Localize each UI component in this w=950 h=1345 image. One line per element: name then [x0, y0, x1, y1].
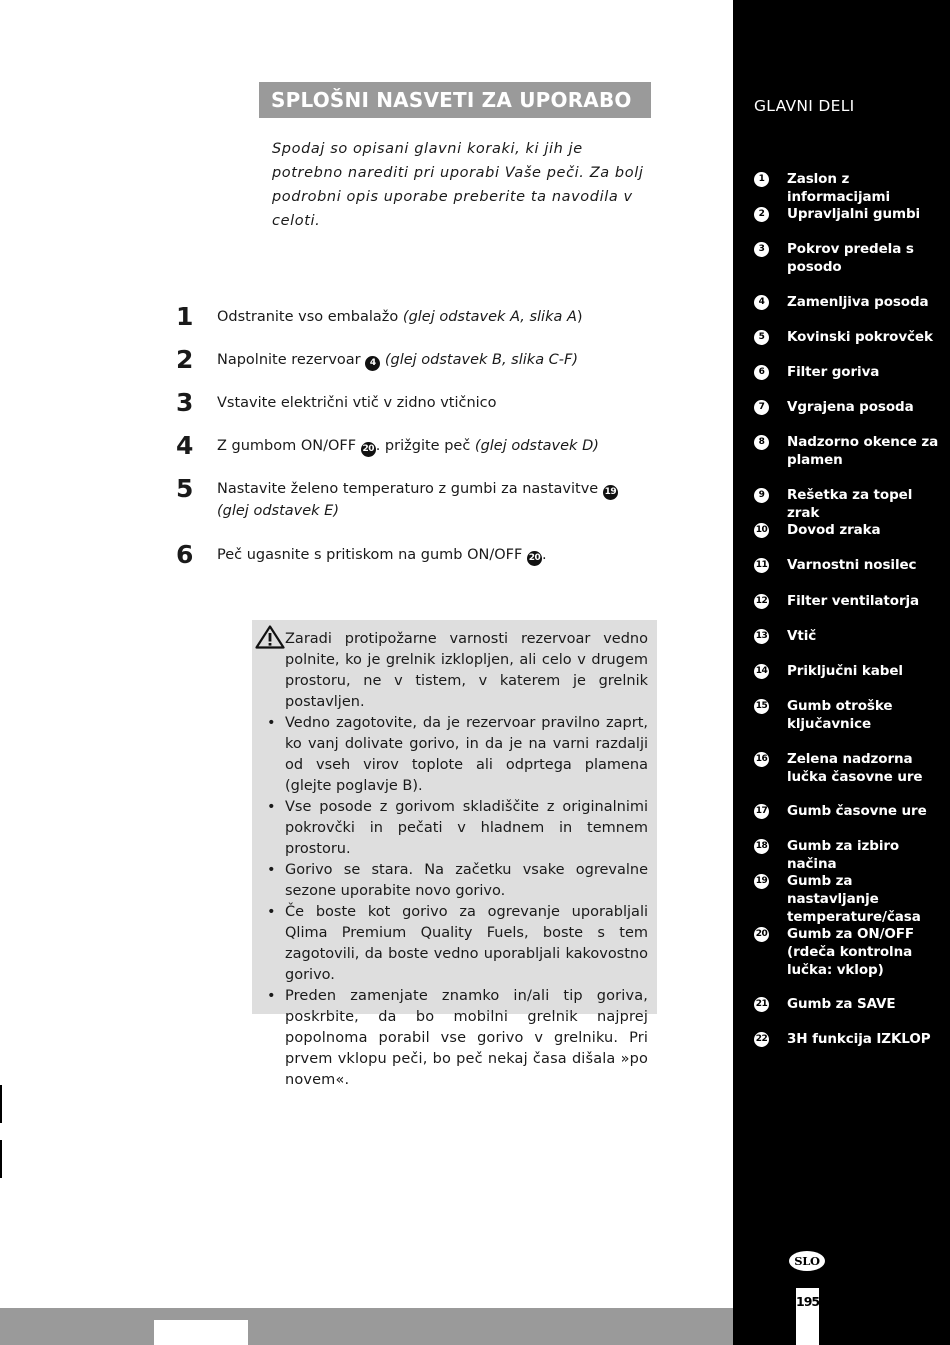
edge-mark: [0, 1085, 2, 1123]
part-label: Upravljalni gumbi: [787, 206, 921, 222]
part-ref-badge: 20: [527, 551, 542, 566]
part-number-badge: 8: [754, 435, 769, 450]
part-number-badge: 17: [754, 804, 769, 819]
part-number-badge: 3: [754, 242, 769, 257]
part-ref-badge: 19: [603, 485, 618, 500]
part-ref-badge: 4: [365, 356, 380, 371]
step-text: Odstranite vso embalažo (glej odstavek A, slika A): [217, 309, 583, 325]
part-number-badge: 4: [754, 295, 769, 310]
part-label: Pokrov predela s posodo: [787, 241, 914, 275]
footer-bar: [0, 1308, 733, 1345]
part-number-badge: 5: [754, 330, 769, 345]
intro-paragraph: Spodaj so opisani glavni koraki, ki jih je potrebno narediti pri uporabi Vaše peči. Za bolj podrobni opis uporabe preberite ta navodila v celoti.: [272, 141, 644, 229]
part-label: Dovod zraka: [787, 522, 881, 538]
part-number-badge: 19: [754, 874, 769, 889]
step-text: Vstavite električni vtič v zidno vtičnico: [217, 395, 497, 411]
part-number-badge: 14: [754, 664, 769, 679]
safety-warning-box: [252, 620, 657, 1088]
part-number-badge: 10: [754, 523, 769, 538]
step-text: Napolnite rezervoar 4 (glej odstavek B, slika C-F): [217, 349, 653, 371]
language-badge: SLO: [789, 1251, 825, 1271]
part-label: Gumb za nastavljanje temperature/časa: [787, 873, 921, 925]
part-number-badge: 2: [754, 207, 769, 222]
step-number: 1: [176, 302, 194, 331]
part-label: Gumb za izbiro načina: [787, 838, 900, 872]
warning-lead-text: Zaradi protipožarne varnosti rezervoar vedno polnite, ko je grelnik izklopljen, ali celo v drugem prostoru, ne v tistem, v katerem je grelnik postavljen.: [285, 631, 648, 710]
step-number: 5: [176, 474, 194, 503]
part-number-badge: 1: [754, 172, 769, 187]
part-ref-badge: 20: [361, 442, 376, 457]
list-item: • Vedno zagotovite, da je rezervoar pravilno zaprt, ko vanj dolivate gorivo, in da je na varni razdalji od vseh virov toplote ali odprtega plamena (glejte poglavje B).: [285, 713, 648, 797]
list-item: • Preden zamenjate znamko in/ali tip goriva, poskrbite, da bo mobilni grelnik najprej popolnoma porabil vse gorivo v grelniku. Pri prvem vklopu peči, bo peč nekaj časa dišala »po novem«.: [285, 986, 648, 1091]
part-number-badge: 11: [754, 558, 769, 573]
part-label: Gumb časovne ure: [787, 803, 927, 819]
part-number-badge: 7: [754, 400, 769, 415]
part-label: Gumb za SAVE: [787, 996, 896, 1012]
part-number-badge: 15: [754, 699, 769, 714]
list-item: • Če boste kot gorivo za ogrevanje uporabljali Qlima Premium Quality Fuels, boste s tem zagotovili, da boste vedno uporabljali kakovostno gorivo.: [285, 902, 648, 986]
warning-bullet-list: [285, 713, 648, 1091]
step-text: Peč ugasnite s pritiskom na gumb ON/OFF 20 .: [217, 544, 653, 566]
part-number-badge: 21: [754, 997, 769, 1012]
part-label: Gumb otroške ključavnice: [787, 698, 893, 732]
part-number-badge: 22: [754, 1032, 769, 1047]
page-title: SPLOŠNI NASVETI ZA UPORABO: [259, 82, 651, 118]
part-label: Vgrajena posoda: [787, 399, 914, 415]
part-label: Kovinski pokrovček: [787, 329, 933, 345]
part-label: Filter goriva: [787, 364, 880, 380]
footer-box: [154, 1320, 248, 1345]
part-number-badge: 13: [754, 629, 769, 644]
part-label: Gumb za ON/OFF (rdeča kontrolna lučka: vklop): [787, 926, 915, 978]
part-label: Filter ventilatorja: [787, 593, 920, 609]
part-label: Priključni kabel: [787, 663, 903, 679]
part-label: Vtič: [787, 628, 817, 644]
part-label: Rešetka za topel zrak: [787, 487, 913, 521]
part-label: Zamenljiva posoda: [787, 294, 929, 310]
page-number: 195: [796, 1288, 819, 1345]
warning-triangle-icon: [255, 625, 285, 649]
part-label: Varnostni nosilec: [787, 557, 917, 573]
part-number-badge: 16: [754, 752, 769, 767]
part-number-badge: 18: [754, 839, 769, 854]
list-item: • Gorivo se stara. Na začetku vsake ogrevalne sezone uporabite novo gorivo.: [285, 860, 648, 902]
part-number-badge: 6: [754, 365, 769, 380]
sidebar: [733, 0, 950, 1345]
list-item: • Vse posode z gorivom skladiščite z originalnimi pokrovčki in pečati v hladnem in temnem prostoru.: [285, 797, 648, 860]
part-label: Nadzorno okence za plamen: [787, 434, 939, 468]
part-number-badge: 9: [754, 488, 769, 503]
edge-mark: [0, 1140, 2, 1178]
step-number: 6: [176, 540, 194, 569]
part-number-badge: 20: [754, 927, 769, 942]
part-label: Zaslon z informacijami: [787, 171, 890, 205]
step-number: 4: [176, 431, 194, 460]
step-text: Nastavite želeno temperaturo z gumbi za nastavitve 19 (glej odstavek E): [217, 481, 617, 519]
sidebar-title: GLAVNI DELI: [754, 97, 855, 115]
step-text: Z gumbom ON/OFF 20 . prižgite peč (glej odstavek D): [217, 435, 653, 457]
step-number: 2: [176, 345, 194, 374]
step-number: 3: [176, 388, 194, 417]
part-label: Zelena nadzorna lučka časovne ure: [787, 751, 923, 785]
part-label: 3H funkcija IZKLOP: [787, 1031, 931, 1047]
part-number-badge: 12: [754, 594, 769, 609]
